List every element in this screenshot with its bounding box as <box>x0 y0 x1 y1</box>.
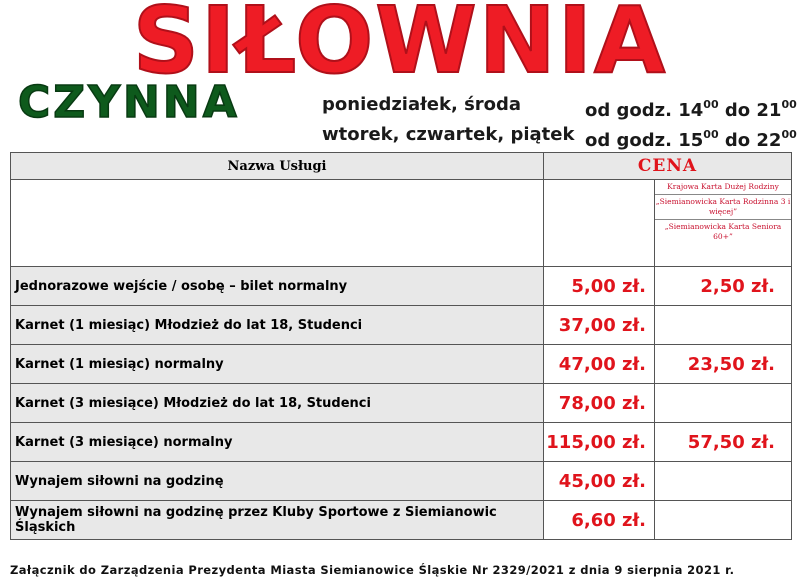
price-column-header: CENA <box>544 153 792 180</box>
service-name: Wynajem siłowni na godzinę <box>11 462 544 501</box>
empty-service-cell <box>11 180 544 267</box>
service-name: Jednorazowe wejście / osobę – bilet normalny <box>11 267 544 306</box>
service-price: 47,00 zł. <box>544 345 655 384</box>
service-column-header: Nazwa Usługi <box>11 153 544 180</box>
table-row <box>11 501 792 540</box>
hours-line-1 <box>585 94 797 122</box>
service-discount-price <box>655 462 792 501</box>
service-name: Wynajem siłowni na godzinę przez Kluby Sportowe z Siemianowic Śląskich <box>11 501 544 540</box>
service-price: 78,00 zł. <box>544 384 655 423</box>
empty-price-cell <box>544 180 655 267</box>
table-header-row <box>11 153 792 180</box>
hours-1-mid: do 21 <box>718 100 782 121</box>
open-label: CZYNNA <box>18 77 240 128</box>
table-row <box>11 345 792 384</box>
hours-line-2 <box>585 124 797 152</box>
table-row <box>11 384 792 423</box>
table-row <box>11 306 792 345</box>
service-name: Karnet (1 miesiąc) normalny <box>11 345 544 384</box>
card-note-senior: „Siemianowicka Karta Seniora 60+” <box>655 219 791 244</box>
card-note-family: Krajowa Karta Dużej Rodziny <box>667 182 779 191</box>
service-discount-price: 23,50 zł. <box>655 345 792 384</box>
footer-note: Załącznik do Zarządzenia Prezydenta Miasta Siemianowice Śląskie Nr 2329/2021 z dnia 9 sierpnia 2021 r. <box>10 563 735 577</box>
service-discount-price: 57,50 zł. <box>655 423 792 462</box>
table-row <box>11 267 792 306</box>
hours-2-sup2: 00 <box>781 128 797 141</box>
service-discount-price: 2,50 zł. <box>655 267 792 306</box>
service-price: 5,00 zł. <box>544 267 655 306</box>
service-name: Karnet (3 miesiące) Młodzież do lat 18, Studenci <box>11 384 544 423</box>
price-table <box>10 152 792 540</box>
service-name: Karnet (1 miesiąc) Młodzież do lat 18, Studenci <box>11 306 544 345</box>
card-note-siemianowicka-family: „Siemianowicka Karta Rodzinna 3 i więcej” <box>655 194 791 219</box>
card-notes-row <box>11 180 792 267</box>
hours-1-prefix: od godz. 14 <box>585 100 704 121</box>
service-price: 37,00 zł. <box>544 306 655 345</box>
page-title: SIŁOWNIA <box>132 0 668 94</box>
service-price: 6,60 zł. <box>544 501 655 540</box>
hours-2-mid: do 22 <box>718 130 782 151</box>
service-price: 45,00 zł. <box>544 462 655 501</box>
hours-2-prefix: od godz. 15 <box>585 130 704 151</box>
service-price: 115,00 zł. <box>544 423 655 462</box>
service-discount-price <box>655 384 792 423</box>
hours-1-sup1: 00 <box>703 98 719 111</box>
service-name: Karnet (3 miesiące) normalny <box>11 423 544 462</box>
days-line-1: poniedziałek, środa <box>322 94 522 115</box>
table-row <box>11 423 792 462</box>
table-row <box>11 462 792 501</box>
hours-2-sup1: 00 <box>703 128 719 141</box>
service-discount-price <box>655 306 792 345</box>
service-discount-price <box>655 501 792 540</box>
discount-cards-note <box>655 180 792 267</box>
hours-1-sup2: 00 <box>781 98 797 111</box>
days-line-2: wtorek, czwartek, piątek <box>322 124 575 145</box>
